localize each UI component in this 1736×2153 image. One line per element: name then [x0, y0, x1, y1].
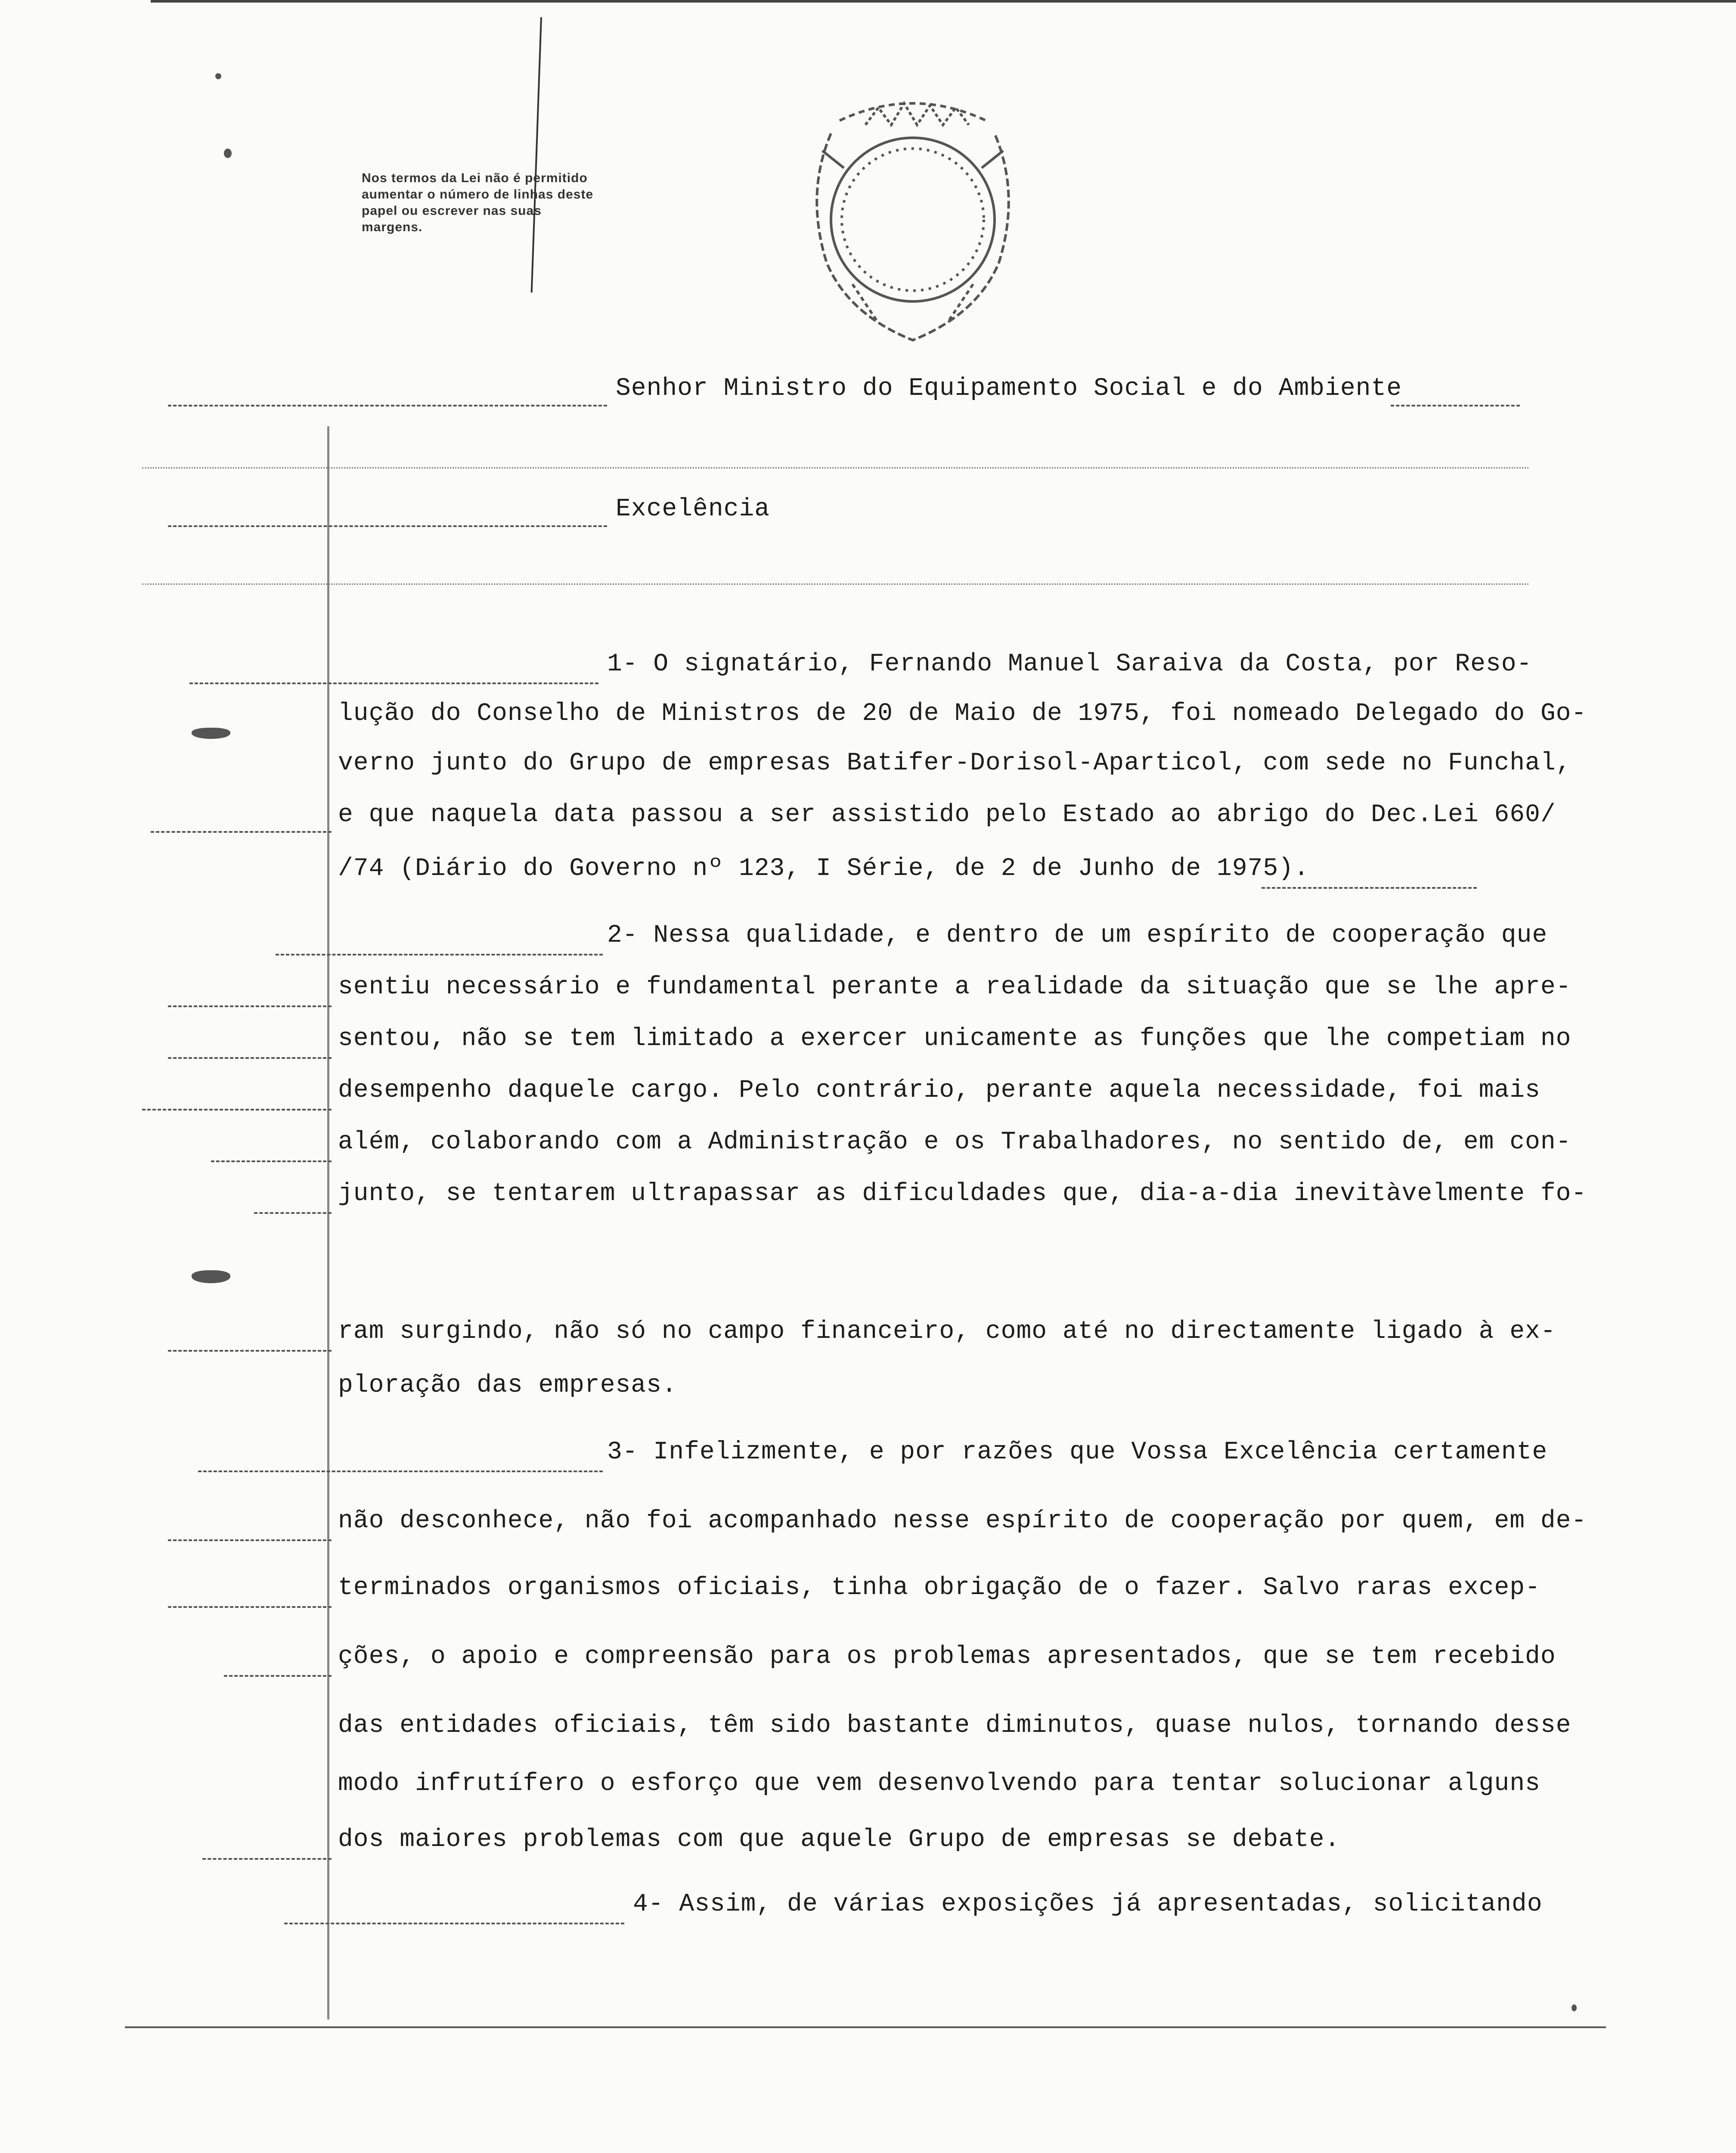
greeting-line: Excelência	[616, 495, 770, 523]
addressee-line: Senhor Ministro do Equipamento Social e do Ambiente	[616, 375, 1402, 403]
leader-rule	[168, 1606, 332, 1608]
leader-rule	[224, 1675, 332, 1677]
scan-speck	[224, 149, 232, 158]
leader-rule	[254, 1212, 332, 1214]
leader-rule	[202, 1858, 332, 1860]
body-line: das entidades oficiais, têm sido bastante diminutos, quase nulos, tornando desse	[338, 1712, 1572, 1740]
leader-rule	[168, 1539, 332, 1541]
body-line: dos maiores problemas com que aquele Grupo de empresas se debate.	[338, 1826, 1340, 1854]
body-line: desempenho daquele cargo. Pelo contrário, perante aquela necessidade, foi mais	[338, 1076, 1541, 1104]
body-line: não desconhece, não foi acompanhado nesse espírito de cooperação por quem, em de-	[338, 1507, 1587, 1535]
leader-rule	[1262, 887, 1477, 889]
top-border-line	[151, 0, 1736, 3]
body-line: sentou, não se tem limitado a exercer unicamente as funções que lhe competiam no	[338, 1025, 1572, 1053]
leader-rule	[1391, 405, 1520, 406]
body-line: lução do Conselho de Ministros de 20 de Maio de 1975, foi nomeado Delegado do Go-	[338, 700, 1587, 728]
scan-speck	[1572, 2004, 1577, 2011]
body-line: ções, o apoio e compreensão para os problemas apresentados, que se tem recebido	[338, 1643, 1556, 1671]
leader-rule	[211, 1160, 332, 1162]
background-rule	[142, 467, 1528, 468]
body-line: 2- Nessa qualidade, e dentro de um espírito de cooperação que	[607, 921, 1548, 949]
scan-speck	[192, 1270, 230, 1283]
leader-rule	[168, 525, 607, 527]
bottom-rule	[125, 2026, 1606, 2028]
leader-rule	[151, 831, 332, 833]
leader-rule	[189, 683, 598, 684]
body-line: além, colaborando com a Administração e os Trabalhadores, no sentido de, em con-	[338, 1128, 1572, 1156]
leader-rule	[168, 1350, 332, 1352]
handwritten-pen-line	[531, 17, 542, 293]
body-line: ram surgindo, não só no campo financeiro, como até no directamente ligado à ex-	[338, 1318, 1556, 1346]
body-line: ploração das empresas.	[338, 1371, 677, 1399]
leader-rule	[198, 1470, 603, 1472]
margin-notice: Nos termos da Lei não é permitido aumentar o número de linhas deste papel ou escrever nas suas margens.	[362, 171, 594, 234]
background-rule	[142, 583, 1528, 585]
leader-rule	[168, 1005, 332, 1007]
coat-of-arms-seal	[779, 82, 1046, 349]
leader-rule	[168, 405, 607, 406]
leader-rule	[168, 1057, 332, 1059]
left-margin-line	[327, 426, 329, 2020]
body-line: verno junto do Grupo de empresas Batifer-Dorisol-Aparticol, com sede no Funchal,	[338, 749, 1572, 777]
leader-rule	[142, 1109, 332, 1111]
leader-rule	[284, 1923, 624, 1924]
scan-speck	[192, 728, 230, 739]
leader-rule	[276, 954, 603, 956]
body-line: junto, se tentarem ultrapassar as dificuldades que, dia-a-dia inevitàvelmente fo-	[338, 1180, 1587, 1208]
body-line: sentiu necessário e fundamental perante a realidade da situação que se lhe apre-	[338, 973, 1572, 1001]
body-line: modo infrutífero o esforço que vem desenvolvendo para tentar solucionar alguns	[338, 1770, 1541, 1798]
body-line: /74 (Diário do Governo nº 123, I Série, de 2 de Junho de 1975).	[338, 855, 1309, 883]
scan-speck	[215, 73, 221, 79]
body-line: 4- Assim, de várias exposições já apresentadas, solicitando	[633, 1890, 1543, 1918]
body-line: 3- Infelizmente, e por razões que Vossa Excelência certamente	[607, 1438, 1548, 1466]
body-line: terminados organismos oficiais, tinha obrigação de o fazer. Salvo raras excep-	[338, 1574, 1541, 1602]
body-line: e que naquela data passou a ser assistido pelo Estado ao abrigo do Dec.Lei 660/	[338, 801, 1556, 829]
body-line: 1- O signatário, Fernando Manuel Saraiva da Costa, por Reso-	[607, 650, 1532, 678]
